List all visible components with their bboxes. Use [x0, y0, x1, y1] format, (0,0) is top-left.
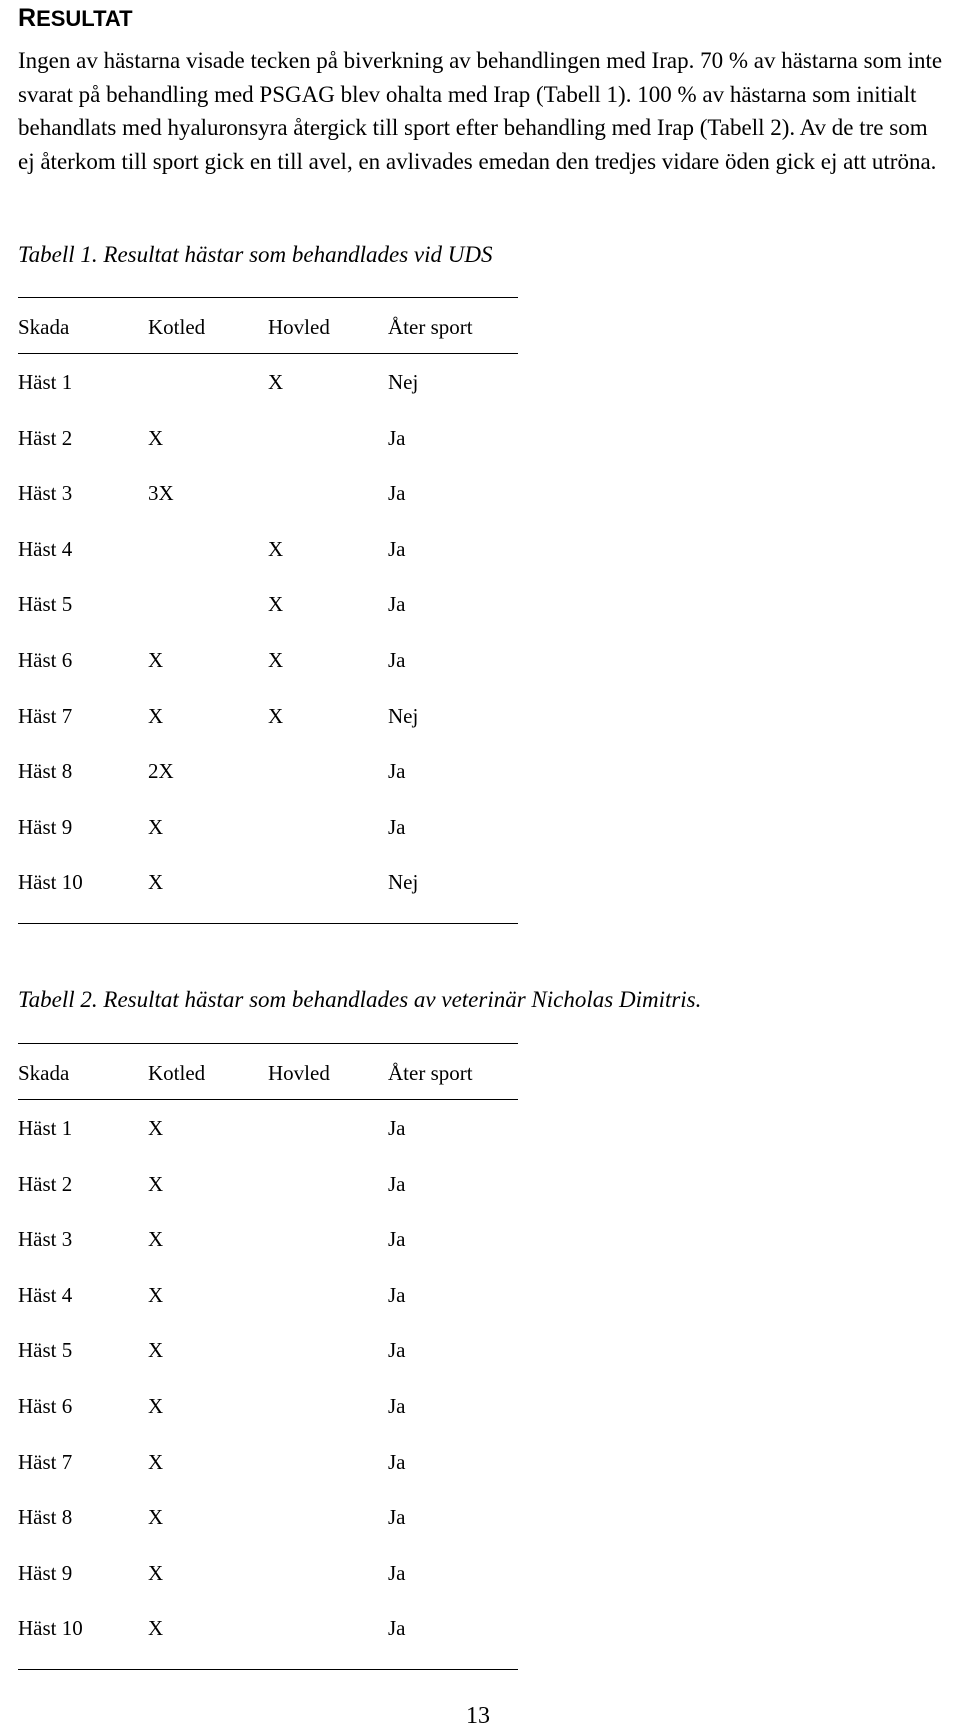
table-cell: Häst 3	[18, 1227, 73, 1252]
table-cell: Häst 10	[18, 1616, 83, 1641]
table-cell: X	[148, 814, 164, 839]
table-bottom-rule	[18, 923, 518, 924]
table-cell: Ja	[388, 1616, 406, 1641]
table-cell: X	[148, 1616, 164, 1641]
table-row	[18, 812, 518, 842]
table-cell: 3X	[148, 481, 174, 506]
table-cell: X	[148, 1338, 164, 1363]
table-cell: Ja	[388, 1449, 406, 1474]
table-cell: X	[148, 648, 164, 672]
table-cell: Ja	[388, 1282, 406, 1307]
table-cell: X	[268, 592, 284, 617]
table-cell: Häst 10	[18, 870, 83, 895]
table-cell: Häst 1	[18, 370, 73, 394]
table-cell: Ja	[388, 1560, 406, 1585]
table-row	[18, 1280, 518, 1310]
table-row	[18, 1447, 518, 1477]
table-row	[18, 1224, 518, 1254]
table-cell: Ja	[388, 592, 406, 617]
table-cell: X	[148, 1394, 164, 1418]
table-cell: Häst 8	[18, 759, 73, 784]
table-cell: Nej	[388, 870, 419, 895]
table-cell: Häst 2	[18, 425, 73, 450]
table-cell: X	[148, 1227, 164, 1252]
table-cell: X	[148, 1505, 164, 1530]
table-cell: Häst 6	[18, 648, 73, 672]
table-cell: Hovled	[268, 315, 330, 339]
table-cell: Ja	[388, 1116, 406, 1140]
table-bottom-rule	[18, 1669, 518, 1670]
table-cell: Hovled	[268, 1061, 330, 1085]
table-cell: Nej	[388, 703, 419, 728]
table-cell: X	[148, 870, 164, 895]
table-cell: Ja	[388, 1171, 406, 1196]
table-row	[18, 1335, 518, 1365]
table-top-rule	[18, 297, 518, 298]
table-cell: Häst 9	[18, 1560, 73, 1585]
table-row	[18, 1113, 518, 1143]
table-row	[18, 645, 518, 675]
table-cell: Häst 9	[18, 814, 73, 839]
page-number: 13	[466, 1703, 490, 1729]
table-cell: Ja	[388, 425, 406, 450]
table-cell: Åter sport	[388, 315, 473, 339]
table-row	[18, 367, 518, 397]
table-row	[18, 1502, 518, 1532]
table-cell: X	[148, 1171, 164, 1196]
table-cell: X	[148, 703, 164, 728]
table-row	[18, 423, 518, 453]
table-cell: Nej	[388, 370, 419, 394]
table-cell: Häst 4	[18, 536, 73, 561]
table-row	[18, 756, 518, 786]
section-heading-rest: ESULTAT	[36, 6, 133, 31]
section-heading-initial: R	[18, 4, 37, 32]
table-row	[18, 1558, 518, 1588]
table-cell: X	[148, 1560, 164, 1585]
table-cell: Häst 4	[18, 1282, 73, 1307]
table-cell: Häst 8	[18, 1505, 73, 1530]
table2-caption: Tabell 2. Resultat hästar som behandlades av veterinär Nicholas Dimitris.	[18, 987, 702, 1012]
table-cell: Häst 5	[18, 592, 73, 617]
table-cell: Ja	[388, 814, 406, 839]
table-cell: 2X	[148, 759, 174, 784]
table-cell: Häst 5	[18, 1338, 73, 1363]
table-cell: X	[148, 1449, 164, 1474]
table-cell: Kotled	[148, 1061, 206, 1085]
table-cell: Ja	[388, 648, 406, 672]
table-cell: Häst 2	[18, 1171, 73, 1196]
table-cell: Häst 7	[18, 703, 73, 728]
table-cell: Ja	[388, 1505, 406, 1530]
table-cell: Kotled	[148, 315, 206, 339]
table-cell: X	[268, 648, 284, 672]
table-cell: Häst 7	[18, 1449, 73, 1474]
table-cell: Ja	[388, 536, 406, 561]
table-cell: Ja	[388, 1338, 406, 1363]
table-cell: Skada	[18, 315, 70, 339]
table-cell: Ja	[388, 481, 406, 506]
table-row	[18, 1391, 518, 1421]
table-top-rule	[18, 1043, 518, 1044]
table-cell: X	[148, 425, 164, 450]
table-row	[18, 589, 518, 619]
table1-caption: Tabell 1. Resultat hästar som behandlades vid UDS	[18, 242, 493, 267]
table-row	[18, 1169, 518, 1199]
table-header-row	[18, 312, 518, 342]
table-cell: X	[268, 703, 284, 728]
table-cell: X	[268, 370, 284, 394]
table-row	[18, 867, 518, 897]
table-header-row	[18, 1058, 518, 1088]
table-cell: Häst 6	[18, 1394, 73, 1418]
results-paragraph: Ingen av hästarna visade tecken på biverkning av behandlingen med Irap. 70 % av hästarna som inte svarat på behandling med PSGAG blev ohalta med Irap (Tabell 1). 100 % av hästarna som initialt behandlats med hyaluronsyra återgick till sport efter behandling med Irap (Tabell 2). Av de tre som ej återkom till sport gick en till avel, en avlivades emedan den tredjes vidare öden gick ej att utröna.	[18, 48, 943, 174]
table-cell: Skada	[18, 1061, 70, 1085]
table-cell: Häst 1	[18, 1116, 73, 1140]
table-header-rule	[18, 353, 518, 354]
table-cell: X	[148, 1282, 164, 1307]
table-cell: Häst 3	[18, 481, 73, 506]
table-row	[18, 534, 518, 564]
table-cell: Åter sport	[388, 1061, 473, 1085]
table-row	[18, 701, 518, 731]
table-cell: X	[148, 1116, 164, 1140]
section-heading	[18, 4, 133, 33]
table-cell: Ja	[388, 759, 406, 784]
table-row	[18, 1613, 518, 1643]
table-cell: Ja	[388, 1227, 406, 1252]
table-cell: X	[268, 536, 284, 561]
table-cell: Ja	[388, 1394, 406, 1418]
table-row	[18, 478, 518, 508]
table-header-rule	[18, 1099, 518, 1100]
